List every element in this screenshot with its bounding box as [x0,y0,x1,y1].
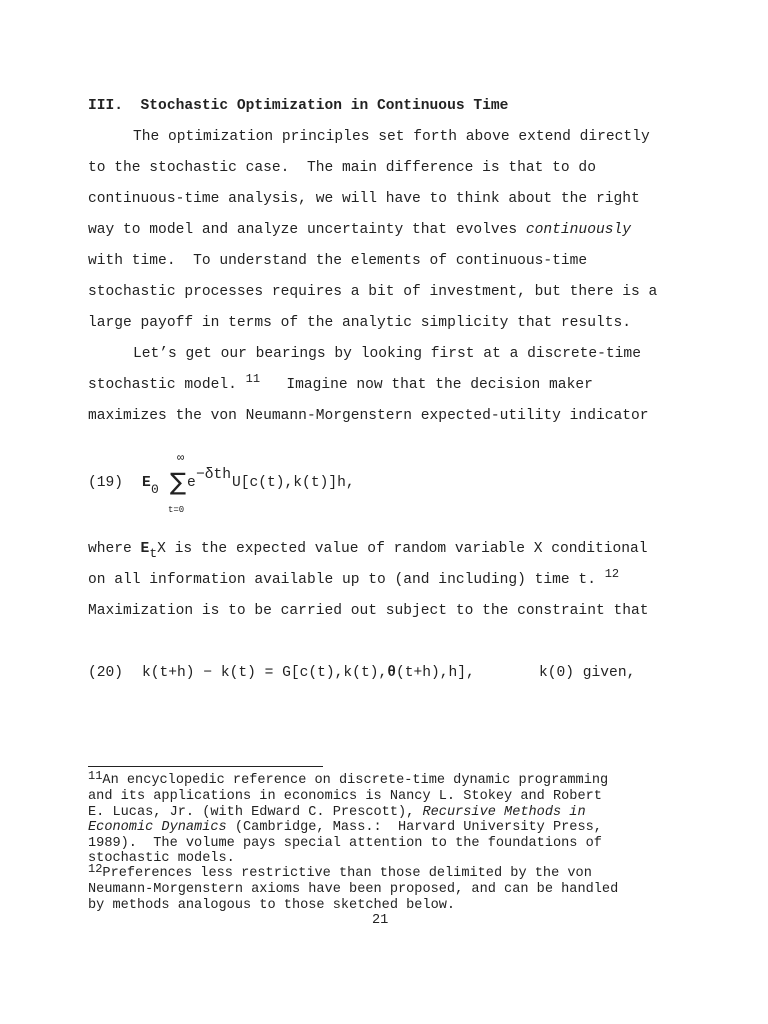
equation-19-expectation-sub: 0 [151,482,159,497]
footnote-12-line-1 [88,862,688,882]
footnote-11-line-3 [88,805,688,821]
paragraph-3-line-1-end: X is the expected value of random variable X conditional [157,541,648,557]
paragraph-3-line-3: Maximization is to be carried out subject to the constraint that [88,603,649,619]
section-heading: III. Stochastic Optimization in Continuous Time [88,98,509,114]
paragraph-1-line-1: The optimization principles set forth above extend directly [133,129,650,145]
paragraph-1-line-4 [88,221,631,239]
paragraph-2-line-2-start: stochastic model. [88,377,246,393]
paragraph-3-line-1 [88,540,648,561]
footnote-11-number: 11 [88,769,103,783]
paragraph-1-line-2: to the stochastic case. The main difference is that to do [88,160,596,176]
paragraph-3-line-1-start: where [88,541,141,557]
paragraph-3-line-2-text: on all information available up to (and including) time t. [88,572,605,588]
footnote-11-text-4: (Cambridge, Mass.: Harvard University Press, [226,820,602,835]
paragraph-2-line-2 [88,372,593,394]
footnote-11-line-5: 1989). The volume pays special attention to the foundations of [88,836,602,851]
footnote-ref-11[interactable]: 11 [245,372,261,386]
equation-19-expectation: E [142,475,151,491]
equation-20-lhs: k(t+h) − k(t) = G[c(t),k(t), [142,665,388,681]
equation-19-body: U[c(t),k(t)]h, [232,475,355,491]
footnote-11-line-1 [88,769,688,789]
paragraph-2-line-1: Let’s get our bearings by looking first at a discrete-time [133,346,641,362]
equation-19-upper-limit: ∞ [177,451,185,465]
equation-20-condition: k(0) given, [539,665,636,681]
expectation-operator: E [140,541,150,557]
footnote-rule [88,766,323,767]
paragraph-1-line-6: stochastic processes requires a bit of investment, but there is a [88,284,658,300]
sum-symbol: ∑ [170,468,187,496]
emphasis-continuously: continuously [525,222,631,238]
footnote-12-line-3: by methods analogous to those sketched below. [88,898,456,913]
equation-20 [142,664,475,682]
paragraph-3-line-2 [88,567,620,589]
theta-symbol: θ [387,665,396,681]
equation-20-number: (20) [88,665,124,681]
paragraph-1-line-7: large payoff in terms of the analytic simplicity that results. [88,315,631,331]
footnote-11-line-6: stochastic models. [88,851,235,866]
footnote-12-line-2: Neumann-Morgenstern axioms have been proposed, and can be handled [88,882,619,897]
footnote-11-line-2: and its applications in economics is Nancy L. Stokey and Robert [88,789,602,804]
equation-20-rhs: (t+h),h], [395,665,475,681]
equation-19-number: (19) [88,475,124,491]
footnote-12-number: 12 [88,862,103,876]
paragraph-1-line-4-text: way to model and analyze uncertainty that evolves [88,222,526,238]
equation-19-base: e [187,475,196,491]
footnote-11-title-2: Economic Dynamics [88,820,227,835]
footnote-12-text-1: Preferences less restrictive than those delimited by the von [102,866,592,881]
footnote-11-title-1: Recursive Methods in [422,805,586,820]
paragraph-2-line-3: maximizes the von Neumann-Morgenstern expected-utility indicator [88,408,649,424]
expectation-sub: t [149,546,158,561]
paragraph-2-line-2-end: Imagine now that the decision maker [260,377,593,393]
footnote-ref-12[interactable]: 12 [604,567,620,581]
page-number: 21 [372,913,389,928]
paragraph-1-line-5: with time. To understand the elements of continuous-time [88,253,588,269]
equation-19-lower-limit: t=0 [168,505,185,515]
footnote-11-line-4 [88,820,688,836]
paragraph-1-line-3: continuous-time analysis, we will have to think about the right [88,191,640,207]
footnote-11-text-1: An encyclopedic reference on discrete-time dynamic programming [102,773,609,788]
footnote-11-text-3: E. Lucas, Jr. (with Edward C. Prescott), [88,805,423,820]
equation-19-exponent: −δth [196,467,232,483]
